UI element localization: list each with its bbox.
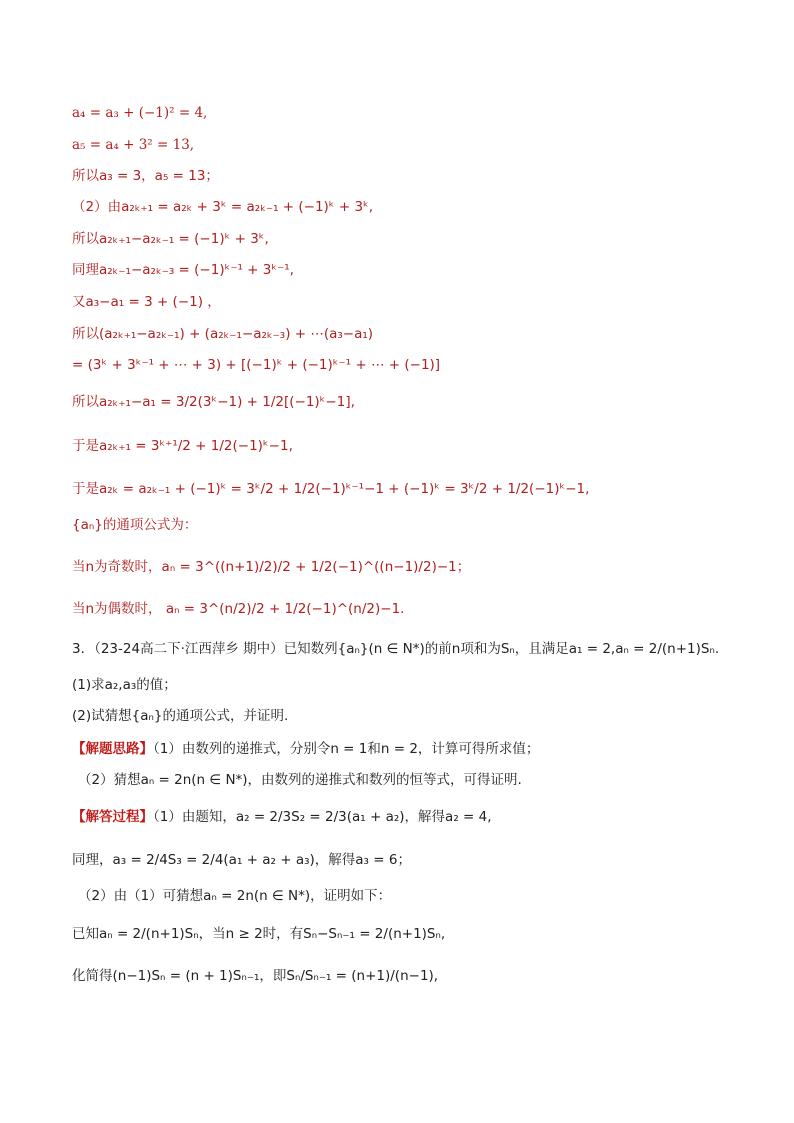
process-line-4: 已知aₙ = 2/(n+1)Sₙ，当n ≥ 2时，有Sₙ−Sₙ₋₁ = 2/(n+1)Sₙ, — [72, 926, 446, 942]
solution-line-13: {aₙ}的通项公式为： — [72, 517, 198, 533]
solution-line-7: 又a₃−a₁ = 3 + (−1) ， — [72, 294, 221, 310]
solution-line-8: 所以(a₂ₖ₊₁−a₂ₖ₋₁) + (a₂ₖ₋₁−a₂ₖ₋₃) + ⋯(a₃−a₁) — [72, 326, 374, 342]
question-3-sub1: (1)求a₂,a₃的值； — [72, 677, 177, 693]
process-label: 【解答过程】 — [72, 809, 153, 825]
solution-line-2: a₅ = a₄ + 3² = 13, — [72, 137, 195, 153]
solution-line-14: 当n为奇数时，aₙ = 3^((n+1)/2)/2 + 1/2(−1)^((n−1)/2)−1； — [72, 559, 471, 575]
solution-line-10: 所以a₂ₖ₊₁−a₁ = 3/2(3ᵏ−1) + 1/2[(−1)ᵏ−1], — [72, 394, 355, 410]
solution-line-15: 当n为偶数时， aₙ = 3^(n/2)/2 + 1/2(−1)^(n/2)−1. — [72, 601, 405, 617]
process-line-5: 化简得(n−1)Sₙ = (n + 1)Sₙ₋₁，即Sₙ/Sₙ₋₁ = (n+1)/(n−1), — [72, 968, 439, 984]
question-3-sub2: (2)试猜想{aₙ}的通项公式，并证明. — [72, 708, 289, 724]
solution-line-9: = (3ᵏ + 3ᵏ⁻¹ + ⋯ + 3) + [(−1)ᵏ + (−1)ᵏ⁻¹ + ⋯ + (−1)] — [72, 357, 441, 373]
idea-line-1 — [72, 740, 539, 758]
question-3-stem: 3．（23-24高二下·江西萍乡 期中）已知数列{aₙ}(n ∈ N*)的前n项和为Sₙ，且满足a₁ = 2,aₙ = 2/(n+1)Sₙ. — [72, 641, 720, 657]
process-line-1 — [72, 808, 492, 826]
idea-text-1: （1）由数列的递推式，分别令n = 1和n = 2，计算可得所求值； — [153, 741, 540, 757]
process-line-2: 同理，a₃ = 2/4S₃ = 2/4(a₁ + a₂ + a₃)，解得a₃ = 6； — [72, 852, 411, 868]
solution-line-11: 于是a₂ₖ₊₁ = 3ᵏ⁺¹/2 + 1/2(−1)ᵏ−1, — [72, 438, 293, 454]
idea-line-2: （2）猜想aₙ = 2n(n ∈ N*)，由数列的递推式和数列的恒等式，可得证明. — [78, 772, 522, 788]
solution-line-3: 所以a₃ = 3，a₅ = 13； — [72, 168, 219, 184]
solution-line-12: 于是a₂ₖ = a₂ₖ₋₁ + (−1)ᵏ = 3ᵏ/2 + 1/2(−1)ᵏ⁻¹−1 + (−1)ᵏ = 3ᵏ/2 + 1/2(−1)ᵏ−1, — [72, 481, 590, 497]
process-line-3: （2）由（1）可猜想aₙ = 2n(n ∈ N*)，证明如下： — [78, 888, 392, 904]
idea-label: 【解题思路】 — [72, 741, 153, 757]
solution-line-5: 所以a₂ₖ₊₁−a₂ₖ₋₁ = (−1)ᵏ + 3ᵏ, — [72, 231, 269, 247]
process-text-1: （1）由题知，a₂ = 2/3S₂ = 2/3(a₁ + a₂)，解得a₂ = 4, — [153, 809, 492, 825]
solution-line-6: 同理a₂ₖ₋₁−a₂ₖ₋₃ = (−1)ᵏ⁻¹ + 3ᵏ⁻¹, — [72, 262, 294, 278]
solution-line-4: （2）由a₂ₖ₊₁ = a₂ₖ + 3ᵏ = a₂ₖ₋₁ + (−1)ᵏ + 3ᵏ, — [72, 199, 374, 215]
solution-line-1: a₄ = a₃ + (−1)² = 4, — [72, 105, 208, 121]
